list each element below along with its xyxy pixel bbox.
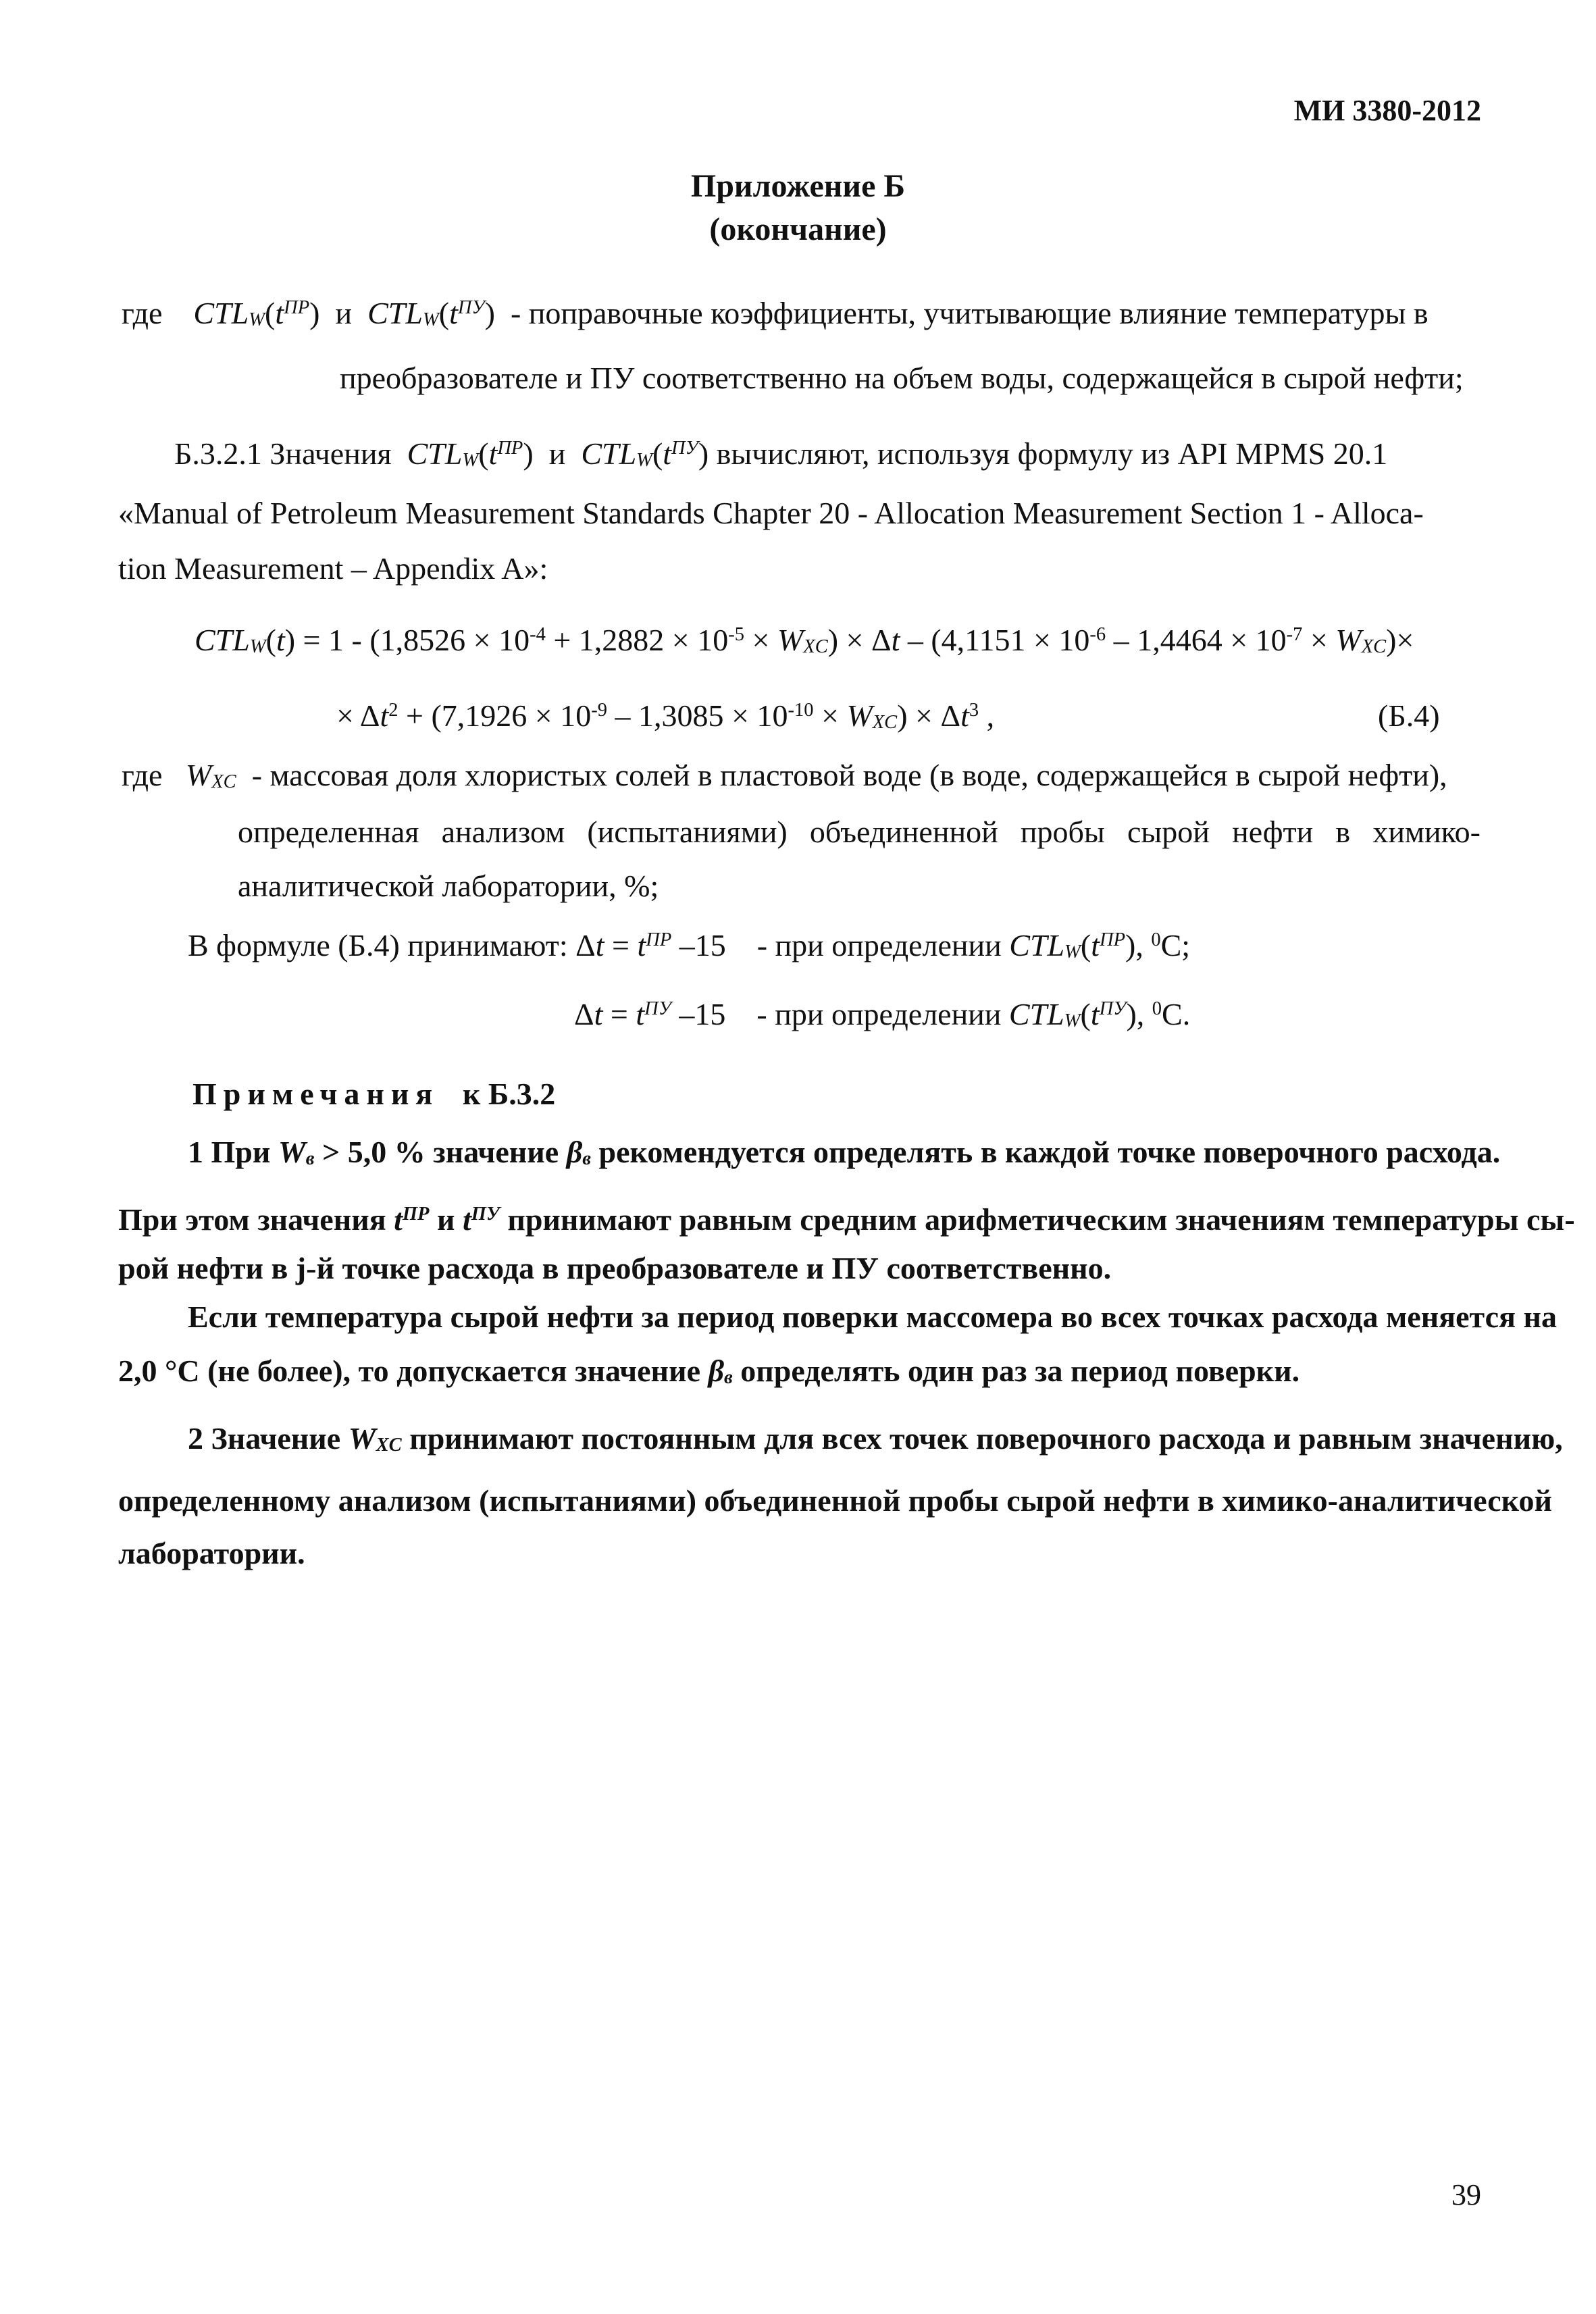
notes-heading: Примечания к Б.3.2 <box>192 1077 556 1111</box>
appendix-heading <box>0 165 1596 251</box>
definition-wxc-line3: аналитической лаборатории, %; <box>238 869 659 903</box>
definition-wxc-line1: где $W_{XC}$ - массовая доля хлористых солей в пластовой воде (в воде, содержащейся в сырой нефти), <box>122 758 1447 792</box>
note1-line2: При этом значения $t^{ПР}$ и $t^{ПУ}$ принимают равным средним арифметическим значениям температуры сы- <box>118 1202 1575 1237</box>
document-code: МИ 3380-2012 <box>1293 94 1481 127</box>
section-b321-line3: tion Measurement – Appendix A»: <box>118 551 548 586</box>
note1-para2-line1: Если температура сырой нефти за период поверки массомера во всех точках расхода меняется на <box>188 1300 1557 1334</box>
appendix-title: Приложение Б <box>690 168 906 204</box>
definition-wxc-line2: определенная анализом (испытаниями) объединенной пробы сырой нефти в химико- <box>238 815 1481 849</box>
formula-usage-line2: $\Delta t = t^{ПУ}$ –15 - при определении $CTL_W(t^{ПУ})$, $^0$С. <box>574 997 1191 1031</box>
note1-line3: рой нефти в j-й точке расхода в преобразователе и ПУ соответственно. <box>118 1251 1112 1285</box>
definition-ctl-line1: где $CTL_W(t^{ПР})$ и $CTL_W(t^{ПУ})$ - поправочные коэффициенты, учитывающие влияние температуры в <box>122 296 1428 330</box>
note2-line2: определенному анализом (испытаниями) объединенной пробы сырой нефти в химико-аналитической <box>118 1483 1553 1518</box>
page-number: 39 <box>1451 2178 1481 2211</box>
note2-line3: лаборатории. <box>118 1536 305 1570</box>
note1-line1: 1 При $W_в > 5,0$ % значение $\beta_в$ рекомендуется определять в каждой точке поверочного расхода. <box>188 1135 1501 1169</box>
formula-usage-line1: В формуле (Б.4) принимают: $\Delta t = t^{ПР}$ –15 - при определении $CTL_W(t^{ПР})$, $^0$С; <box>188 928 1191 962</box>
definition-ctl-line2: преобразователе и ПУ соответственно на объем воды, содержащейся в сырой нефти; <box>340 361 1464 395</box>
section-b321-line1: Б.3.2.1 Значения $CTL_W(t^{ПР})$ и $CTL_W(t^{ПУ})$ вычисляют, используя формулу из API MPMS 20.1 <box>174 436 1388 471</box>
appendix-subtitle: (окончание) <box>709 211 887 247</box>
note2-line1: 2 Значение $W_{XC}$ принимают постоянным для всех точек поверочного расхода и равным значению, <box>188 1421 1563 1456</box>
formula-line2: × $\Delta t^2 + (7,1926 \times 10^{-9} - 1,3085 \times 10^{-10} \times W_{XC}) \times \Delta t^3$ , <box>336 698 995 733</box>
formula-line1: $CTL_W(t) = 1 - (1,8526 \times 10^{-4} + 1,2882 \times 10^{-5} \times W_{XC}) \times \Delta t - (4,1151 \times 10^{-6} - 1,4464 \times 10^{-7} \times W_{XC})\times$ <box>195 623 1414 657</box>
section-b321-line2: «Manual of Petroleum Measurement Standards Chapter 20 - Allocation Measurement Section 1 - Alloca- <box>118 496 1424 530</box>
note1-para2-line2: 2,0 °С (не более), то допускается значение $\beta_в$ определять один раз за период поверки. <box>118 1354 1300 1388</box>
formula-number: (Б.4) <box>1378 698 1440 733</box>
